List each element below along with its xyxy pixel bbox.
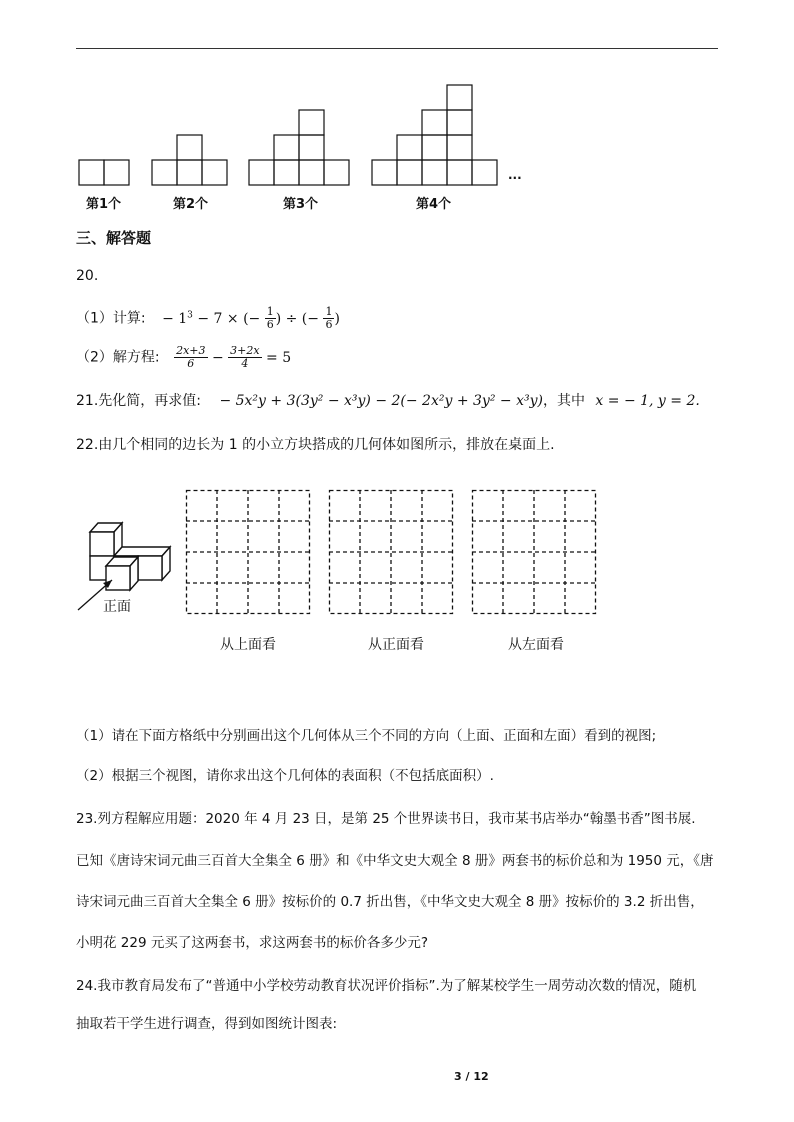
q22-part2: （2）根据三个视图，请你求出这个几何体的表面积（不包括底面积）. [76, 768, 494, 784]
pattern-ellipsis: ... [508, 168, 522, 182]
q20-number: 20. [76, 268, 99, 284]
q20-part1-expr: − $1^3 - 7$ × (− $\frac{1}{6}$ ) ÷ (− $\frac{1}{6}$ ) [162, 305, 340, 331]
q21-condition: x = − 1, y = 2. [595, 393, 700, 409]
page-number: 3 / 12 [454, 1070, 489, 1083]
section-title: 三、解答题 [76, 229, 152, 247]
view-grid-top [186, 490, 310, 614]
pattern-caption-3: 第3个 [283, 197, 319, 212]
q20-part2-label: （2）解方程: [76, 349, 160, 366]
q22-text: 22.由几个相同的边长为 1 的小立方块搭成的几何体如图所示，排放在桌面上. [76, 437, 555, 453]
q20-part1-label: （1）计算: [76, 310, 146, 327]
q23-line-1: 23.列方程解应用题：2020 年 4 月 23 日，是第 25 个世界读书日，我市某书店举办“翰墨书香”图书展. [76, 811, 696, 827]
view-grid-left [472, 490, 596, 614]
grid-label-front: 从正面看 [368, 637, 424, 653]
view-grid-front [329, 490, 453, 614]
grid-label-left: 从左面看 [508, 637, 564, 653]
grid-label-top: 从上面看 [220, 637, 276, 653]
q22-part1: （1）请在下面方格纸中分别画出这个几何体从三个不同的方向（上面、正面和左面）看到的视图; [76, 728, 657, 744]
q21-where: ，其中 [542, 393, 585, 409]
q23-line-4: 小明花 229 元买了这两套书，求这两套书的标价各多少元? [76, 935, 429, 951]
q24-line-2: 抽取若干学生进行调查，得到如图统计图表: [76, 1016, 338, 1032]
q23-line-2: 已知《唐诗宋词元曲三百首大全集全 6 册》和《中华文史大观全 8 册》两套书的标价总和为 1950 元，《唐 [76, 853, 714, 869]
pattern-caption-1: 第1个 [86, 197, 122, 212]
pattern-caption-2: 第2个 [173, 197, 209, 212]
q21-expr: − 5x²y + 3(3y² − x³y) − 2(− 2x²y + 3y² − x³y) [219, 393, 543, 409]
q23-line-3: 诗宋词元曲三百首大全集全 6 册》按标价的 0.7 折出售，《中华文史大观全 8 册》按标价的 3.2 折出售， [76, 894, 704, 910]
front-label: 正面 [103, 599, 131, 615]
q21-lead: 21.先化简，再求值: [76, 393, 201, 409]
pattern-caption-4: 第4个 [416, 197, 452, 212]
q20-part2-expr: $\frac{2x+3}{6}$ − $\frac{3+2x}{4}$ = 5 [176, 344, 292, 370]
q24-line-1: 24.我市教育局发布了“普通中小学校劳动教育状况评价指标”.为了解某校学生一周劳动次数的情况，随机 [76, 978, 697, 994]
